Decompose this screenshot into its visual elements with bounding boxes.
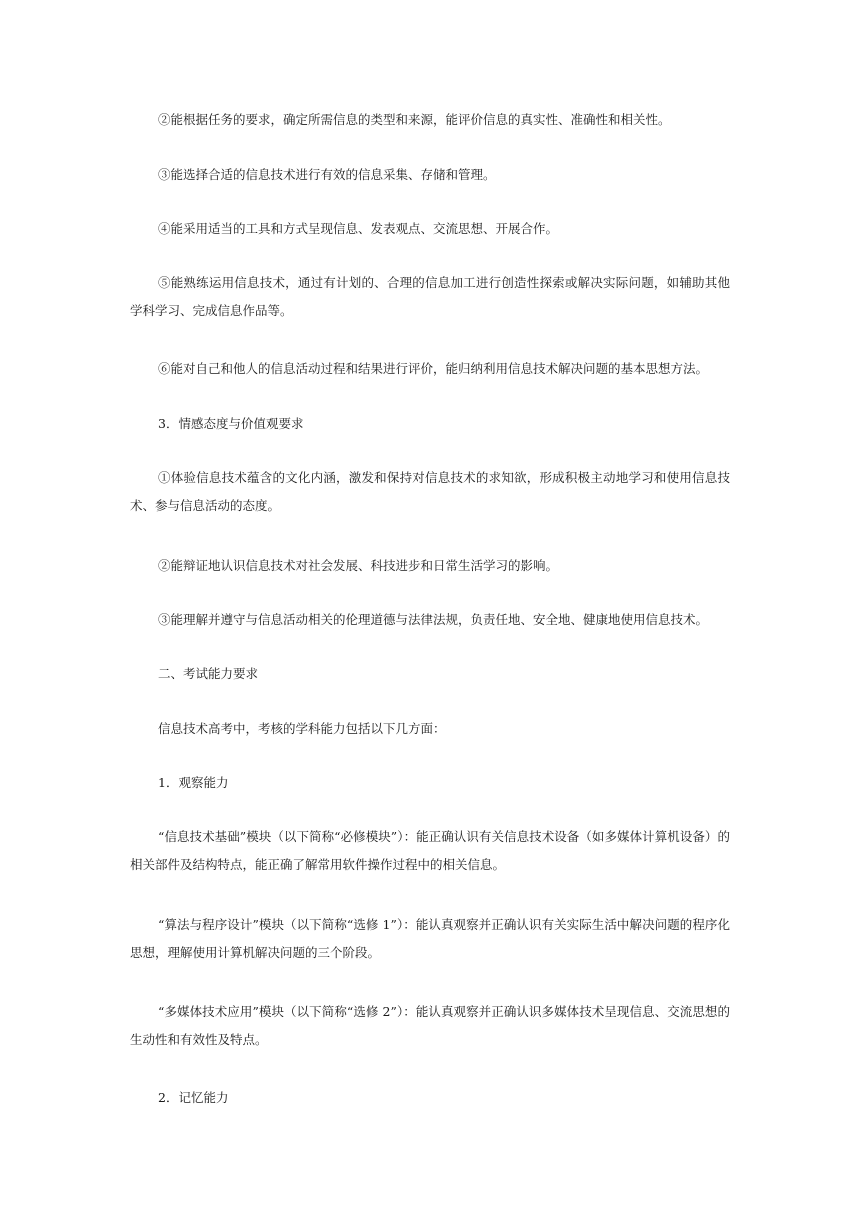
paragraph-required-module: “信息技术基础”模块（以下简称“必修模块”）：能正确认识有关信息技术设备（如多媒体计算机设备）的相关部件及结构特点，能正确了解常用软件操作过程中的相关信息。	[130, 829, 730, 872]
paragraph-attitude-3: ③能理解并遵守与信息活动相关的伦理道德与法律法规，负责任地、安全地、健康地使用信息技术。	[158, 612, 709, 627]
paragraph-item-5: ⑤能熟练运用信息技术，通过有计划的、合理的信息加工进行创造性探索或解决实际问题，如辅助其他学科学习、完成信息作品等。	[130, 275, 730, 318]
paragraph-item-4: ④能采用适当的工具和方式呈现信息、发表观点、交流思想、开展合作。	[158, 221, 559, 236]
paragraph-attitude-1: ①体验信息技术蕴含的文化内涵，激发和保持对信息技术的求知欲，形成积极主动地学习和使用信息技术、参与信息活动的态度。	[130, 470, 730, 513]
paragraph-elective-1: “算法与程序设计”模块（以下简称“选修 1”）：能认真观察并正确认识有关实际生活中解决问题的程序化思想，理解使用计算机解决问题的三个阶段。	[130, 917, 730, 960]
paragraph-item-2: ②能根据任务的要求，确定所需信息的类型和来源，能评价信息的真实性、准确性和相关性。	[158, 112, 671, 127]
paragraph-elective-2: “多媒体技术应用”模块（以下简称“选修 2”）：能认真观察并正确认识多媒体技术呈现信息、交流思想的生动性和有效性及特点。	[130, 1004, 730, 1047]
subheading-observation: 1．观察能力	[158, 775, 229, 790]
paragraph-attitude-2: ②能辩证地认识信息技术对社会发展、科技进步和日常生活学习的影响。	[158, 558, 559, 573]
subheading-memory: 2．记忆能力	[158, 1090, 229, 1105]
paragraph-item-3: ③能选择合适的信息技术进行有效的信息采集、存储和管理。	[158, 167, 496, 182]
paragraph-item-6: ⑥能对自己和他人的信息活动过程和结果进行评价，能归纳利用信息技术解决问题的基本思想方法。	[158, 361, 709, 376]
section-heading-exam-ability: 二、考试能力要求	[158, 666, 259, 681]
section-heading-attitude: 3．情感态度与价值观要求	[158, 416, 304, 431]
paragraph-exam-intro: 信息技术高考中，考核的学科能力包括以下几方面：	[158, 721, 446, 736]
